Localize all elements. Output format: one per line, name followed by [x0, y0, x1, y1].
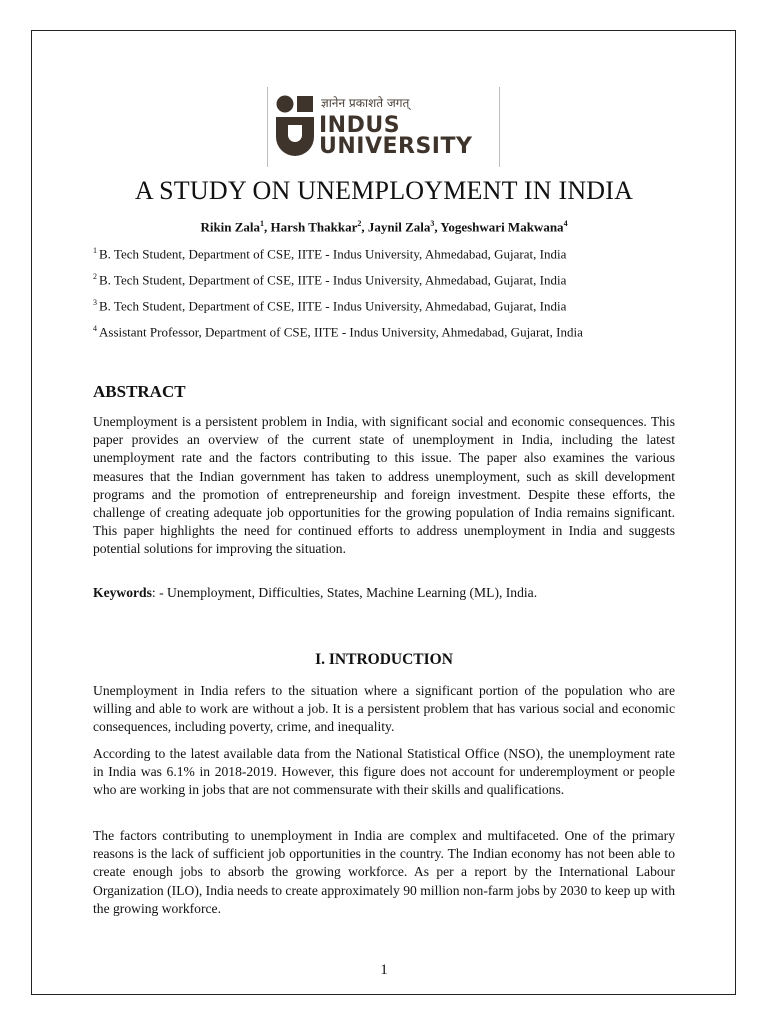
logo-right-rule — [499, 87, 500, 167]
affiliation-sup: 3 — [93, 298, 97, 307]
intro-paragraph-2: According to the latest available data from the National Statistical Office (NSO), the unemployment rate in India was 6.1% in 2018-2019. However, this figure does not account for underemployment or people who are working in jobs that are not commensurate with their skills and qualifications. — [93, 746, 675, 798]
abstract-text: Unemployment is a persistent problem in India, with significant social and economic consequences. This paper provides an overview of the current state of unemployment in India, including the latest unemployment rate and the factors contributing to this issue. The paper also examines the various measures that the Indian government has taken to address unemployment, such as skill development programs and the promotion of entrepreneurship and foreign investment. Despite these efforts, the challenge of creating adequate job opportunities for the growing population of India remains significant. This paper highlights the need for continued efforts to address unemployment in India and suggests potential solutions for improving the situation. — [93, 414, 675, 557]
paper-title: A STUDY ON UNEMPLOYMENT IN INDIA — [134, 176, 634, 205]
logo-tagline: ज्ञानेन प्रकाशते जगत् — [321, 96, 410, 110]
author-sup: 1 — [260, 219, 265, 228]
abstract-heading: ABSTRACT — [93, 382, 186, 401]
author-sep: , — [361, 219, 368, 235]
affiliation-text: Assistant Professor, Department of CSE, IITE - Indus University, Ahmedabad, Gujarat, India — [99, 324, 583, 340]
logo-left-rule — [267, 87, 268, 167]
author-sep: , — [264, 219, 271, 235]
keywords-line — [93, 585, 537, 601]
logo-name-line2: UNIVERSITY — [319, 134, 473, 159]
author-sup: 3 — [430, 219, 435, 228]
author-name: Jaynil Zala — [367, 219, 431, 235]
author-sup: 4 — [563, 219, 568, 228]
intro-paragraph-1: Unemployment in India refers to the situation where a significant portion of the population who are willing and able to work are without a job. It is a persistent problem that has various social and economic consequences, including poverty, crime, and inequality. — [93, 683, 675, 735]
introduction-heading: I. INTRODUCTION — [315, 651, 453, 668]
author-sep: , — [434, 219, 441, 235]
page-number: 1 — [380, 962, 388, 978]
affiliation-4 — [93, 324, 583, 340]
affiliation-text: B. Tech Student, Department of CSE, IITE - Indus University, Ahmedabad, Gujarat, India — [99, 272, 567, 288]
affiliation-text: B. Tech Student, Department of CSE, IITE - Indus University, Ahmedabad, Gujarat, India — [99, 246, 567, 262]
university-logo — [267, 87, 500, 167]
affiliation-sup: 1 — [93, 246, 97, 255]
keywords-label: Keywords — [93, 585, 152, 600]
intro-paragraph-3: The factors contributing to unemployment in India are complex and multifaceted. One of the primary reasons is the lack of sufficient job opportunities in the country. The Indian economy has not been able to create enough jobs to absorb the growing workforce. As per a report by the International Labour Organization (ILO), India needs to create approximately 90 million non-farm jobs by 2030 to keep up with the growing workforce. — [93, 828, 675, 916]
affiliation-sup: 2 — [93, 272, 97, 281]
affiliation-1 — [93, 246, 566, 262]
affiliation-3 — [93, 298, 566, 314]
author-name: Rikin Zala — [200, 219, 261, 235]
author-name: Harsh Thakkar — [270, 219, 358, 235]
affiliation-2 — [93, 272, 566, 288]
affiliation-text: B. Tech Student, Department of CSE, IITE - Indus University, Ahmedabad, Gujarat, India — [99, 298, 567, 314]
logo-name-line1: INDUS — [319, 113, 401, 138]
indus-emblem-icon — [276, 95, 314, 157]
author-list — [0, 219, 768, 235]
affiliation-sup: 4 — [93, 324, 97, 333]
author-sup: 2 — [357, 219, 362, 228]
keywords-text: : - Unemployment, Difficulties, States, Machine Learning (ML), India. — [151, 585, 538, 600]
author-name: Yogeshwari Makwana — [440, 219, 564, 235]
